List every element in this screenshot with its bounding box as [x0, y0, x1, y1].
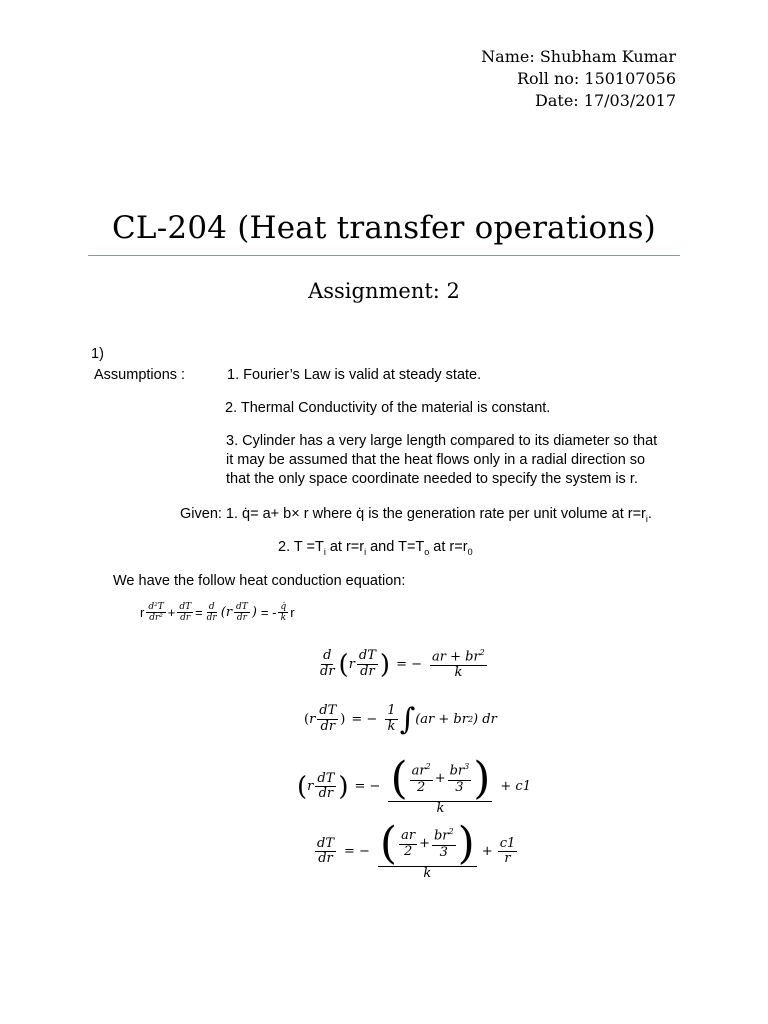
question-number: 1)	[91, 346, 104, 362]
document-title: CL-204 (Heat transfer operations)	[112, 210, 656, 246]
given-line-1	[180, 505, 652, 529]
eq2-denominator: k	[454, 665, 463, 681]
equation-5: $\frac{dT}{dr}$ = − ( $\frac{ar}{2}$ + $\frac{br^2}{3}$ ) k + $\frac{c1}{r}$	[317, 818, 516, 881]
student-name: Name: Shubham Kumar	[481, 47, 676, 66]
header-block	[481, 46, 676, 112]
roll-number: Roll no: 150107056	[516, 69, 676, 88]
given-line-2	[278, 538, 473, 562]
given-2-part: at r=r	[325, 539, 365, 555]
given-2-part: at r=r	[429, 539, 468, 555]
equation-4: ( r $\frac{dT}{dr}$ ) = − ( $\frac{ar^2}{2}$ + $\frac{br^3}{3}$ ) k + c1	[297, 753, 531, 816]
eq3-end: ) dr	[473, 712, 497, 727]
assumption-3-line-3: that the only space coordinate needed to specify the system is r.	[226, 471, 638, 487]
eq4-constant: + c1	[500, 779, 531, 795]
eq3-integrand: (ar + br	[415, 712, 468, 727]
given-2-sub: i	[323, 546, 326, 557]
eq5-r: r	[504, 851, 511, 867]
given-line-1-text: Given: 1. q̇= a+ b× r where q̇ is the generation rate per unit volume at r=r	[180, 506, 646, 522]
given-line-1-sub: i	[645, 513, 648, 524]
given-2-part: and T=T	[366, 539, 425, 555]
assumptions-label: Assumptions :	[94, 367, 186, 383]
given-2-sub: 0	[467, 546, 473, 557]
given-line-1-end: .	[647, 506, 652, 522]
title-divider	[88, 255, 680, 256]
assumption-3-line-1: 3. Cylinder has a very large length compared to its diameter so that	[226, 433, 658, 449]
equation-1: r $\frac{\text{d²T}}{\text{dr²}}$ + $\frac{dT}{dr}$ = $\frac{d}{dr}$ (r $\frac{dT}{dr}$ ) = - $\frac{q̇}{k}$ r	[140, 602, 295, 624]
eq5-constant: c1	[499, 835, 516, 851]
eq1-r: r	[140, 605, 145, 621]
assignment-subtitle: Assignment: 2	[308, 279, 460, 303]
given-2-sub: i	[364, 546, 367, 557]
assumption-3-line-2: it may be assumed that the heat flows only in a radial direction so	[226, 452, 646, 468]
equation-2: $\frac{d}{dr}$ ( r $\frac{dT}{dr}$ ) = − $\frac{ar + br^2}{k}$	[320, 648, 485, 681]
date: Date: 17/03/2017	[535, 91, 676, 110]
assumption-1: 1. Fourier’s Law is valid at steady state.	[227, 367, 482, 383]
assumption-2: 2. Thermal Conductivity of the material is constant.	[225, 400, 551, 416]
eq1-tail: = -	[260, 605, 277, 621]
given-2-part: 2. T =T	[278, 539, 324, 555]
eq1-end: r	[290, 605, 295, 621]
intro-text: We have the follow heat conduction equation:	[113, 573, 406, 589]
given-2-sub: o	[424, 546, 430, 557]
eq2-numerator: ar + br	[432, 649, 480, 665]
equation-3: ( r $\frac{dT}{dr}$ ) = − $\frac{1}{k}$ ∫ (ar + br 2 ) dr	[304, 702, 497, 737]
